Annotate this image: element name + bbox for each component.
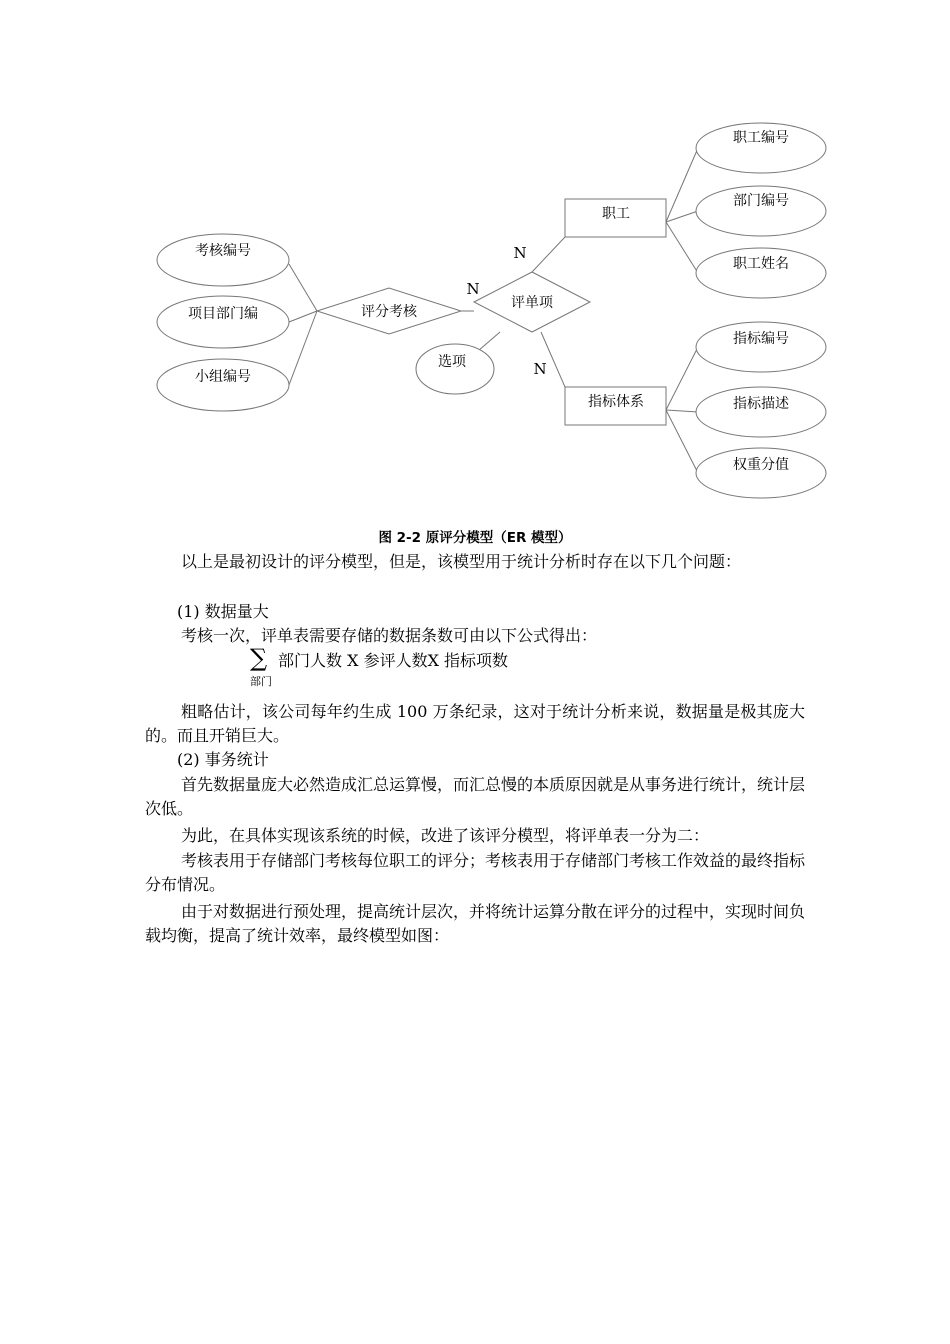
cardinality-indicator-label: N — [533, 360, 547, 378]
attr-weight-ellipse — [696, 448, 826, 498]
attr-emp-name-label: 职工姓名 — [733, 256, 789, 272]
attr-emp-id-label: 职工编号 — [733, 130, 789, 146]
attr-dept-id-label: 部门编号 — [733, 193, 789, 209]
section-heading: (2) 事务统计 — [177, 750, 269, 769]
attr-eval-id-ellipse — [157, 234, 289, 286]
cardinality-eval-label: N — [466, 280, 480, 298]
attr-group-id-ellipse — [157, 359, 289, 411]
attr-group-id-label: 小组编号 — [195, 369, 251, 385]
paragraph: 以上是最初设计的评分模型，但是，该模型用于统计分析时存在以下几个问题： — [181, 552, 742, 571]
cardinality-employee-label: N — [513, 244, 527, 262]
paragraph: 考核表用于存储部门考核每位职工的评分；考核表用于存储部门考核工作效益的最终指标分布情况。 — [145, 851, 806, 894]
attr-option-label: 选项 — [438, 354, 466, 370]
paragraph: 首先数据量庞大必然造成汇总运算慢，而汇总慢的本质原因就是从事务进行统计，统计层次低。 — [145, 775, 806, 818]
paragraph: 考核一次，评单表需要存储的数据条数可由以下公式得出： — [181, 626, 598, 645]
attr-project-dept-ellipse — [157, 296, 289, 348]
paragraph: 由于对数据进行预处理，提高统计层次，并将统计运算分散在评分的过程中，实现时间负载均衡，提高了统计效率，最终模型如图： — [145, 902, 806, 945]
entity-employee-label: 职工 — [602, 206, 630, 222]
formula-expression: 部门人数 X 参评人数X 指标项数 — [278, 651, 509, 670]
section-heading: (1) 数据量大 — [177, 602, 269, 621]
attr-project-dept-label: 项目部门编 — [188, 306, 258, 322]
summation-subscript: 部门 — [250, 675, 272, 688]
relation-evaluation-label: 评分考核 — [361, 304, 417, 320]
relation-rating-item-label: 评单项 — [511, 295, 553, 311]
attr-ind-desc-label: 指标描述 — [733, 396, 789, 412]
entity-indicator-label: 指标体系 — [588, 394, 644, 410]
attr-ind-desc-ellipse — [696, 387, 826, 437]
attr-ind-id-label: 指标编号 — [733, 331, 789, 347]
figure-caption: 图 2-2 原评分模型（ER 模型） — [378, 530, 572, 546]
attr-eval-id-label: 考核编号 — [195, 243, 251, 259]
paragraph: 为此，在具体实现该系统的时候，改进了该评分模型，将评单表一分为二： — [181, 826, 710, 845]
summation-symbol: ∑ — [250, 644, 268, 672]
attr-weight-label: 权重分值 — [733, 457, 789, 473]
paragraph: 粗略估计，该公司每年约生成 100 万条纪录，这对于统计分析来说，数据量是极其庞大的。而且开销巨大。 — [145, 702, 805, 745]
er-diagram — [0, 0, 950, 510]
attr-ind-id-ellipse — [696, 322, 826, 372]
